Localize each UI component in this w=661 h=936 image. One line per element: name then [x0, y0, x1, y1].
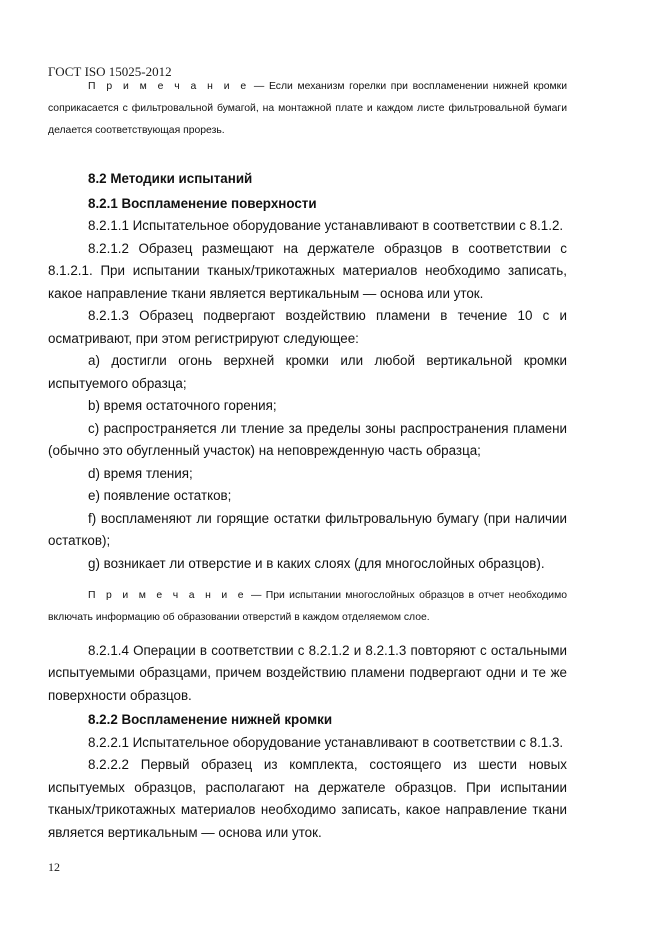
page-number: 12: [48, 860, 60, 874]
paragraph-8-2-1-3: 8.2.1.3 Образец подвергают воздействию пламени в течение 10 с и осматривают, при этом регистрируют следующее:: [48, 308, 567, 346]
note-text: — Если механизм горелки при воспламенении нижней кромки соприкасается с фильтровальной бумагой, на монтажной плате и каждом листе фильтровальной бумаги делается соответствующая прорезь.: [48, 81, 567, 136]
list-item-b: b) время остаточного горения;: [88, 398, 277, 413]
paragraph-8-2-1-4: 8.2.1.4 Операции в соответствии с 8.2.1.2 и 8.2.1.3 повторяют с остальными испытуемыми образцами, причем воздействию пламени подвергают одни и те же поверхности образцов.: [48, 642, 567, 703]
note-label: П р и м е ч а н и е: [88, 81, 250, 92]
page-content: [48, 76, 567, 844]
list-item-e: e) появление остатков;: [88, 488, 232, 503]
list-item-a: a) достигли огонь верхней кромки или любой вертикальной кромки испытуемого образца;: [48, 353, 567, 391]
note-burner: [48, 76, 567, 142]
heading-8-2: 8.2 Методики испытаний: [88, 171, 253, 186]
note-multilayer: [48, 585, 567, 629]
note-text: — При испытании многослойных образцов в отчет необходимо включать информацию об образовании отверстий в каждом отделяемом слое.: [48, 590, 567, 624]
paragraph-8-2-2-2: 8.2.2.2 Первый образец из комплекта, состоящего из шести новых испытуемых образцов, располагают на держателе образцов. При испытании тканых/трикотажных материалов необходимо записать, какое направление ткани является вертикальным — основа или уток.: [48, 757, 567, 840]
list-item-g: g) возникает ли отверстие и в каких слоях (для многослойных образцов).: [88, 555, 545, 571]
note-label: П р и м е ч а н и е: [88, 590, 247, 602]
list-item-f: f) воспламеняют ли горящие остатки фильтровальную бумагу (при наличии остатков);: [48, 510, 567, 548]
paragraph-8-2-2-1: 8.2.2.1 Испытательное оборудование устанавливают в соответствии с 8.1.3.: [88, 734, 564, 750]
paragraph-8-2-1-1: 8.2.1.1 Испытательное оборудование устанавливают в соответствии с 8.1.2.: [88, 218, 564, 233]
paragraph-8-2-1-2: 8.2.1.2 Образец размещают на держателе образцов в соответствии с 8.1.2.1. При испытании тканых/трикотажных материалов необходимо записать, какое направление ткани является вертикальным — основа или уток.: [48, 240, 567, 301]
document-code: ГОСТ ISO 15025-2012: [48, 64, 172, 79]
heading-8-2-2: 8.2.2 Воспламенение нижней кромки: [88, 712, 333, 728]
list-item-d: d) время тления;: [88, 465, 193, 481]
heading-8-2-1: 8.2.1 Воспламенение поверхности: [88, 195, 317, 211]
list-item-c: c) распространяется ли тление за пределы зоны распространения пламени (обычно это обугленный участок) на неповрежденную часть образца;: [48, 420, 567, 458]
